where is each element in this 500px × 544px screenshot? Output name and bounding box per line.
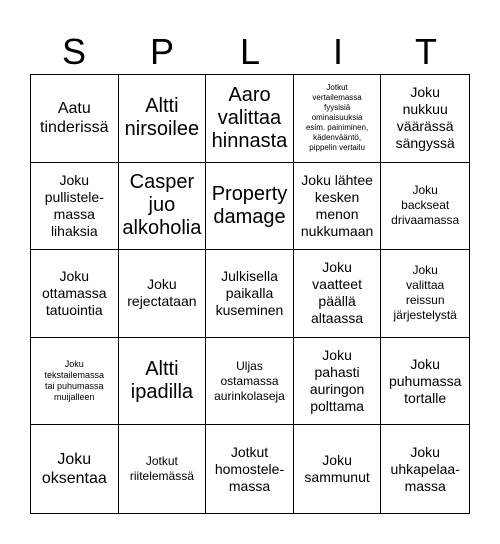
bingo-cell-text: Altti ipadilla xyxy=(130,358,194,404)
bingo-cell-text: Joku ottamassa tatuointia xyxy=(42,267,107,318)
bingo-cell-text: Jotkut vertailemassa fyysisiä ominaisuuksia esim. painiminen, kädenvääntö, pippelin vertailu xyxy=(305,83,369,153)
bingo-cell[interactable] xyxy=(381,75,469,163)
bingo-cell-text: Joku vaatteet päällä altaassa xyxy=(311,259,364,327)
bingo-cell-text: Joku rejectataan xyxy=(127,276,197,310)
bingo-cell-text: Joku backseat drivaamassa xyxy=(391,183,460,228)
bingo-cell[interactable] xyxy=(119,75,207,163)
bingo-cell-text: Aaro valittaa hinnasta xyxy=(211,83,288,152)
bingo-cell[interactable] xyxy=(294,338,382,426)
bingo-cell[interactable] xyxy=(31,425,119,513)
bingo-cell[interactable] xyxy=(31,75,119,163)
bingo-cell[interactable] xyxy=(206,75,294,163)
header-letter-i: I xyxy=(332,31,343,72)
bingo-cell[interactable] xyxy=(119,338,207,426)
bingo-cell-text: Joku pahasti auringon polttama xyxy=(309,347,365,415)
bingo-cell-text: Joku lähtee kesken menon nukkumaan xyxy=(300,171,374,239)
bingo-cell-text: Casper juo alkoholia xyxy=(122,171,202,240)
bingo-cell[interactable] xyxy=(119,250,207,338)
bingo-cell-text: Jotkut riitelemässä xyxy=(129,454,194,484)
bingo-cell-text: Joku tekstailemassa tai puhumassa muijalleen xyxy=(44,359,105,403)
bingo-cell-text: Joku pullistele- massa lihaksia xyxy=(44,171,104,239)
bingo-cell-text: Joku nukkuu väärässä sängyssä xyxy=(395,84,455,152)
header-letter-t: T xyxy=(415,31,437,72)
bingo-cell-text: Julkisella paikalla kuseminen xyxy=(215,267,284,318)
bingo-cell-text: Joku sammunut xyxy=(304,452,370,486)
bingo-cell[interactable] xyxy=(206,338,294,426)
bingo-grid xyxy=(30,74,470,514)
bingo-cell[interactable] xyxy=(31,338,119,426)
header-letter-l: L xyxy=(239,31,261,72)
bingo-cell[interactable] xyxy=(31,163,119,251)
bingo-cell[interactable] xyxy=(294,425,382,513)
bingo-cell-text: Joku puhumassa tortalle xyxy=(388,355,462,406)
bingo-cell-text: Uljas ostamassa aurinkolaseja xyxy=(214,358,285,403)
bingo-header xyxy=(30,30,470,74)
bingo-cell[interactable] xyxy=(381,163,469,251)
bingo-cell-text: Joku uhkapelaa- massa xyxy=(390,443,460,494)
bingo-cell-text: Joku valittaa reissun järjestelystä xyxy=(393,263,457,323)
bingo-cell[interactable] xyxy=(294,163,382,251)
bingo-cell[interactable] xyxy=(206,250,294,338)
bingo-cell-text: Joku oksentaa xyxy=(41,451,107,488)
bingo-cell[interactable] xyxy=(119,163,207,251)
bingo-cell[interactable] xyxy=(294,75,382,163)
bingo-cell[interactable] xyxy=(381,425,469,513)
bingo-cell[interactable] xyxy=(206,163,294,251)
bingo-cell[interactable] xyxy=(119,425,207,513)
bingo-cell-text: Jotkut homostele- massa xyxy=(214,443,285,494)
bingo-cell[interactable] xyxy=(381,250,469,338)
bingo-cell-text: Property damage xyxy=(211,182,288,228)
bingo-cell[interactable] xyxy=(206,425,294,513)
header-letter-s: S xyxy=(61,31,86,72)
bingo-cell[interactable] xyxy=(31,250,119,338)
header-letter-p: P xyxy=(149,31,174,72)
bingo-cell[interactable] xyxy=(294,250,382,338)
bingo-cell[interactable] xyxy=(381,338,469,426)
bingo-cell-text: Aatu tinderissä xyxy=(40,100,109,137)
bingo-cell-text: Altti nirsoilee xyxy=(124,95,200,141)
